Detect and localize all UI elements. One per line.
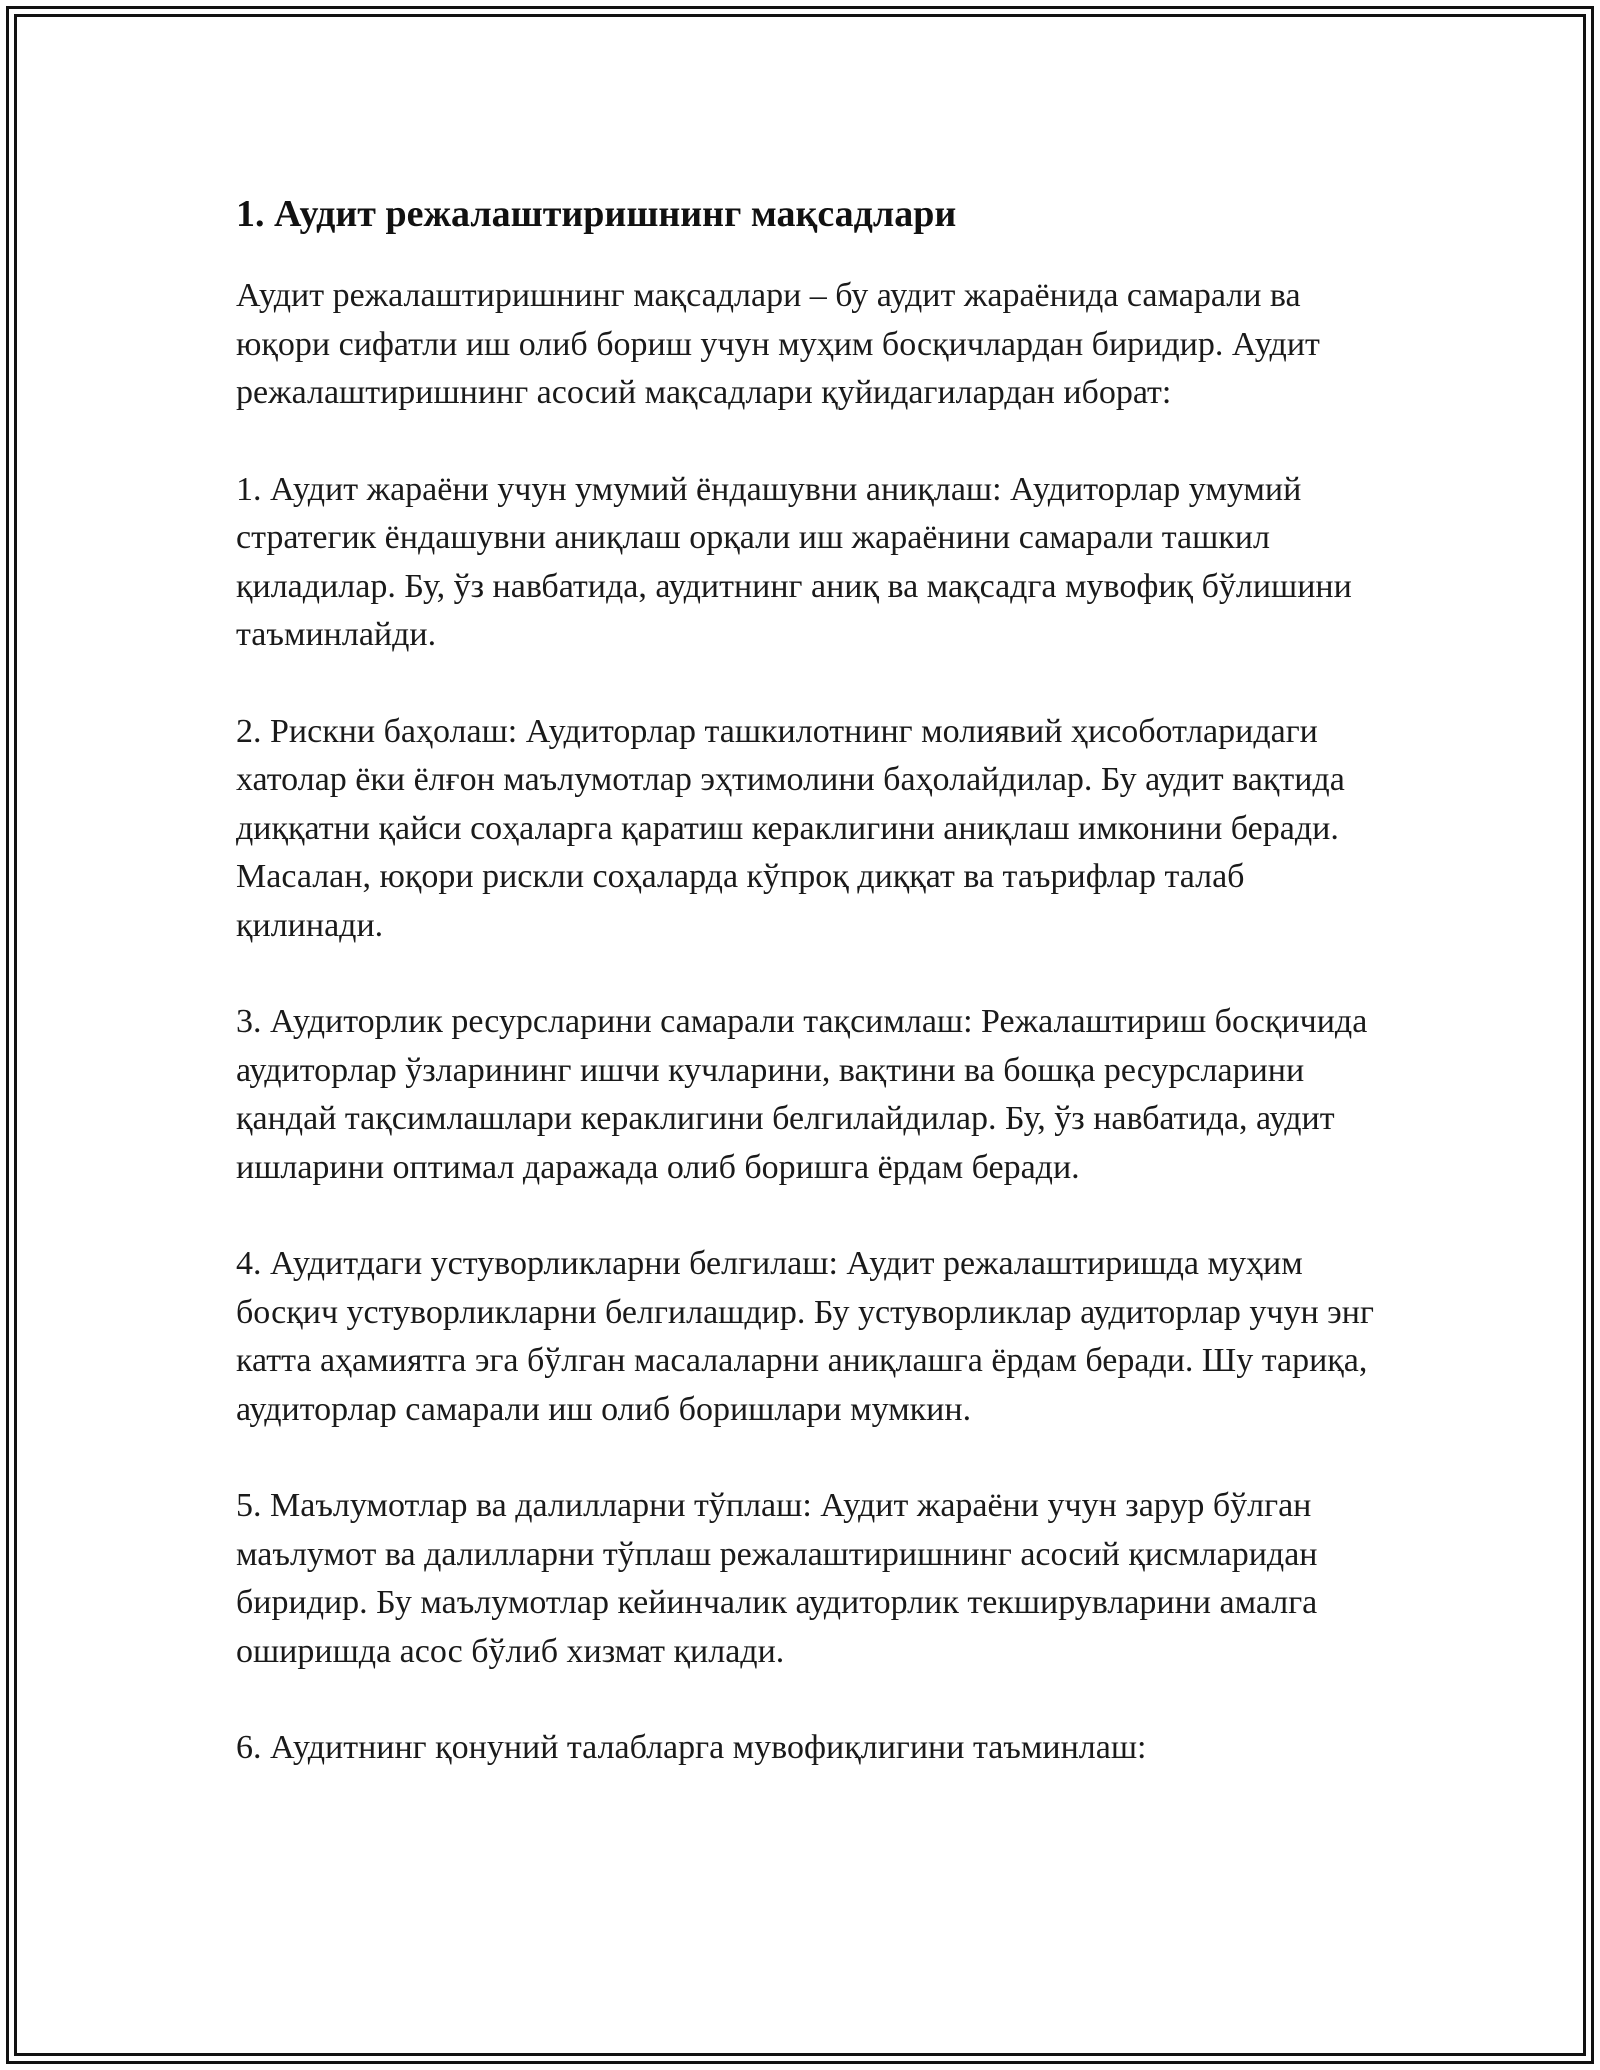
list-item-3: 3. Аудиторлик ресурсларини самарали тақсимлаш: Режалаштириш босқичида аудиторлар ўзларининг ишчи кучларини, вақтини ва бошқа ресурсларини қандай тақсимлашлари кераклигини белгилайдилар. Бу, ўз навбатида, аудит ишларини оптимал даражада олиб боришга ёрдам беради. [236, 1003, 1368, 1186]
list-item-6: 6. Аудитнинг қонуний талабларга мувофиқлигини таъминлаш: [236, 1729, 1147, 1766]
document-body [236, 188, 1396, 1821]
list-item-2: 2. Рискни баҳолаш: Аудиторлар ташкилотнинг молиявий ҳисоботларидаги хатолар ёки ёлғон маълумотлар эҳтимолини баҳолайдилар. Бу аудит вақтида диққатни қайси соҳаларга қаратиш кераклигини аниқлаш имконини беради. Масалан, юқори рискли соҳаларда кўпроқ диққат ва таърифлар талаб қилинади. [236, 712, 1345, 944]
list-item-1: 1. Аудит жараёни учун умумий ёндашувни аниқлаш: Аудиторлар умумий стратегик ёндашувни аниқлаш орқали иш жараёнини самарали ташкил қиладилар. Бу, ўз навбатида, аудитнинг аниқ ва мақсадга мувофиқ бўлишини таъминлайди. [236, 470, 1352, 653]
section-heading: 1. Аудит режалаштиришнинг мақсадлари [236, 193, 957, 235]
intro-paragraph: Аудит режалаштиришнинг мақсадлари – бу аудит жараёнида самарали ва юқори сифатли иш олиб бориш учун муҳим босқичлардан биридир. Аудит режалаштиришнинг асосий мақсадлари қуйидагилардан иборат: [236, 277, 1320, 411]
list-item-5: 5. Маълумотлар ва далилларни тўплаш: Аудит жараёни учун зарур бўлган маълумот ва далилларни тўплаш режалаштиришнинг асосий қисмларидан биридир. Бу маълумотлар кейинчалик аудиторлик текширувларини амалга оширишда асос бўлиб хизмат қилади. [236, 1487, 1318, 1670]
list-item-4: 4. Аудитдаги устуворликларни белгилаш: Аудит режалаштиришда муҳим босқич устуворликларни белгилашдир. Бу устуворликлар аудиторлар учун энг катта аҳамиятга эга бўлган масалаларни аниқлашга ёрдам беради. Шу тариқа, аудиторлар самарали иш олиб боришлари мумкин. [236, 1245, 1374, 1428]
